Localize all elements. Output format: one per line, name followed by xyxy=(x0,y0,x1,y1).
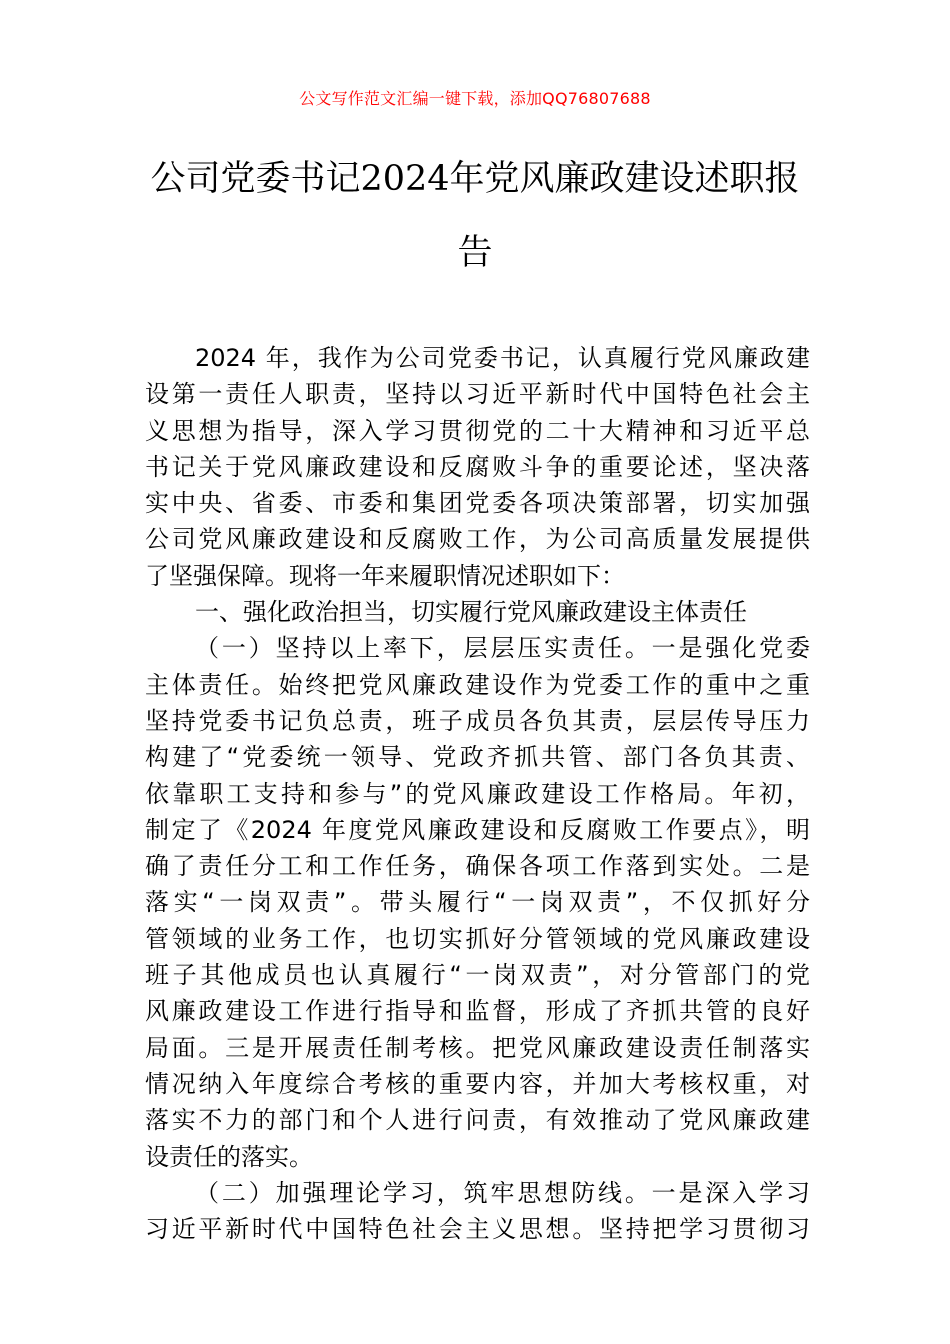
paragraph-line: 2024 年，我作为公司党委书记，认真履行党风廉政建 xyxy=(195,344,810,372)
paragraph-line: 了坚强保障。现将一年来履职情况述职如下： xyxy=(145,561,625,590)
paragraph-line: 依靠职工支持和参与”的党风廉政建设工作格局。年初， xyxy=(145,779,810,808)
paragraph-line: 公司党风廉政建设和反腐败工作，为公司高质量发展提供 xyxy=(145,525,810,554)
paragraph-line: 坚持党委书记负总责，班子成员各负其责，层层传导压力 xyxy=(145,706,810,735)
document-body xyxy=(145,340,810,1247)
paragraph-line: 义思想为指导，深入学习贯彻党的二十大精神和习近平总 xyxy=(145,416,810,445)
paragraph-line: 主体责任。始终把党风廉政建设作为党委工作的重中之重 xyxy=(145,670,810,699)
paragraph-line: 管领域的业务工作，也切实抓好分管领域的党风廉政建设 xyxy=(145,924,810,953)
paragraph-line: 落实“一岗双责”。带头履行“一岗双责”，不仅抓好分 xyxy=(145,888,810,917)
paragraph-line: 风廉政建设工作进行指导和监督，形成了齐抓共管的良好 xyxy=(145,997,810,1026)
paragraph-line: 设责任的落实。 xyxy=(145,1142,313,1171)
paragraph-line: 构建了“党委统一领导、党政齐抓共管、部门各负其责、 xyxy=(145,743,810,772)
document-title-continued: 告 xyxy=(457,233,493,273)
paragraph-line: 习近平新时代中国特色社会主义思想。坚持把学习贯彻习 xyxy=(145,1215,810,1244)
paragraph-line: 局面。三是开展责任制考核。把党风廉政建设责任制落实 xyxy=(145,1033,810,1062)
paragraph-line: 确了责任分工和工作任务，确保各项工作落到实处。二是 xyxy=(145,852,810,881)
section-heading: 一、强化政治担当，切实履行党风廉政建设主体责任 xyxy=(195,598,747,627)
paragraph-line: 制定了《2024 年度党风廉政建设和反腐败工作要点》，明 xyxy=(145,815,810,844)
paragraph-line: 设第一责任人职责，坚持以习近平新时代中国特色社会主 xyxy=(145,380,810,409)
paragraph-line: 班子其他成员也认真履行“一岗双责”，对分管部门的党 xyxy=(145,961,810,990)
document-title: 公司党委书记2024年党风廉政建设述职报 xyxy=(150,159,800,199)
paragraph-line: 书记关于党风廉政建设和反腐败斗争的重要论述，坚决落 xyxy=(145,452,810,481)
paragraph-line: 落实不力的部门和个人进行问责，有效推动了党风廉政建 xyxy=(145,1106,810,1135)
paragraph-line: 情况纳入年度综合考核的重要内容，并加大考核权重，对 xyxy=(145,1069,810,1098)
header-banner[interactable]: 公文写作范文汇编一键下载，添加QQ76807688 xyxy=(299,89,651,108)
paragraph-line: 实中央、省委、市委和集团党委各项决策部署，切实加强 xyxy=(145,489,810,518)
paragraph-line: （二）加强理论学习，筑牢思想防线。一是深入学习 xyxy=(195,1178,810,1207)
paragraph-line: （一）坚持以上率下，层层压实责任。一是强化党委 xyxy=(195,634,810,663)
